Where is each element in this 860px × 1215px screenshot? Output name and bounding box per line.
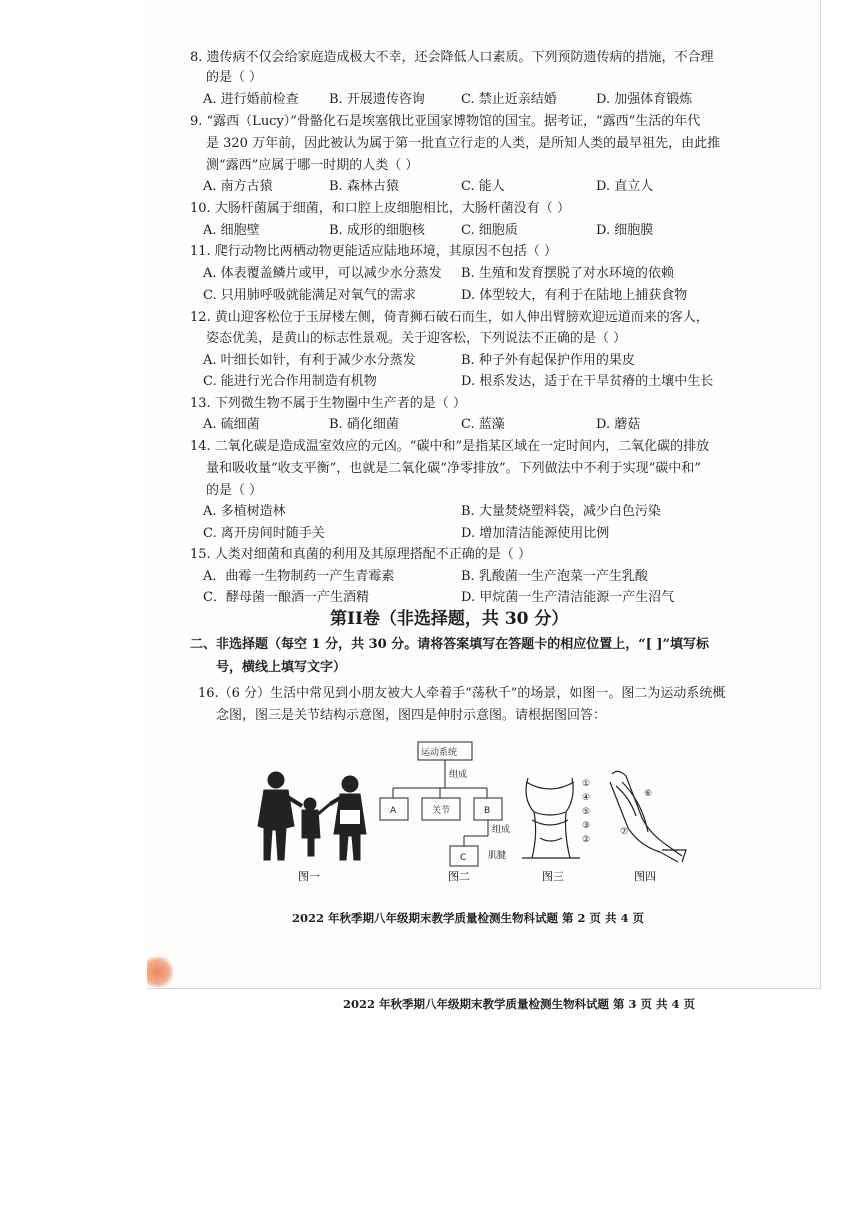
q15-option-a: A．曲霉一生物制药一产生青霉素 xyxy=(203,569,395,584)
q10-option-c: C. 细胞质 xyxy=(461,223,518,238)
q16-stem-line1: 16.（6 分）生活中常见到小朋友被大人牵着手“荡秋千”的场景，如图一。图二为运动系统概 xyxy=(198,686,726,701)
q13-option-a: A. 硫细菌 xyxy=(203,417,260,432)
q9-option-c: C. 能人 xyxy=(461,179,505,194)
fig4-caption: 图四 xyxy=(634,870,656,883)
q12-option-c: C. 能进行光合作用制造有机物 xyxy=(203,374,377,389)
fig4-elbow-diagram xyxy=(610,771,686,862)
q13-option-d: D. 蘑菇 xyxy=(596,417,641,432)
fig2-concept-map xyxy=(380,742,502,866)
q14-stem-line2: 量和吸收量“收支平衡”，也就是二氧化碳“净零排放”。下列做法中不利于实现“碳中和” xyxy=(206,461,701,476)
q8-stem-line2: 的是（ ） xyxy=(206,70,263,85)
fig3-caption: 图三 xyxy=(542,870,564,883)
q15-option-c: C．酵母菌一酿酒一产生酒精 xyxy=(203,590,369,605)
section2-instruction-line1: 二、非选择题（每空 1 分，共 30 分。请将答案填写在答题卡的相应位置上，“[ ]”填写标 xyxy=(190,637,710,652)
fig3-label-4: ④ xyxy=(582,793,591,803)
q10-option-a: A. 细胞壁 xyxy=(203,223,260,238)
q15-option-b: B. 乳酸菌一生产泡菜一产生乳酸 xyxy=(461,569,648,584)
q9-stem-line1: 9. “露西（Lucy）”骨骼化石是埃塞俄比亚国家博物馆的国宝。据考证，“露西”生活的年代 xyxy=(190,114,701,129)
q11-option-b: B. 生殖和发育摆脱了对水环境的依赖 xyxy=(461,266,674,281)
q13-stem: 13. 下列微生物不属于生物圈中生产者的是（ ） xyxy=(190,396,466,411)
q12-option-b: B. 种子外有起保护作用的果皮 xyxy=(461,353,635,368)
q12-option-a: A. 叶细长如针，有利于减少水分蒸发 xyxy=(203,353,416,368)
fig2-box-b-label: B xyxy=(484,806,491,816)
q10-option-b: B. 成形的细胞核 xyxy=(329,223,425,238)
q16-figures xyxy=(250,738,690,892)
fig1-caption: 图一 xyxy=(298,870,320,883)
q15-option-d: D. 甲烷菌一生产清洁能源一产生沼气 xyxy=(461,590,675,605)
q14-stem-line1: 14. 二氧化碳是造成温室效应的元凶。“碳中和”是指某区域在一定时间内，二氧化碳的排放 xyxy=(190,439,710,454)
footer-page3: 2022 年秋季期八年级期末教学质量检测生物科试题 第 3 页 共 4 页 xyxy=(343,997,696,1011)
q8-option-c: C. 禁止近亲结婚 xyxy=(461,92,557,107)
figures-svg xyxy=(250,738,690,888)
q8-option-b: B. 开展遗传咨询 xyxy=(329,92,425,107)
q9-stem-line2: 是 320 万年前，因此被认为属于第一批直立行走的人类，是所知人类的最早祖先，由此推 xyxy=(206,136,721,151)
q12-stem-line1: 12. 黄山迎客松位于玉屏楼左侧，倚青狮石破石而生，如人伸出臂膀欢迎远道而来的客人， xyxy=(190,310,709,325)
q12-stem-line2: 姿态优美，是黄山的标志性景观。关于迎客松，下列说法不正确的是（ ） xyxy=(206,331,627,346)
q11-option-c: C. 只用肺呼吸就能满足对氧气的需求 xyxy=(203,288,416,303)
q9-option-a: A. 南方古猿 xyxy=(203,179,273,194)
q14-stem-line3: 的是（ ） xyxy=(206,483,263,498)
fig2-top-box-label: 运动系统 xyxy=(421,748,458,758)
fig3-joint-diagram xyxy=(522,778,580,858)
fig4-label-7: ⑦ xyxy=(620,827,629,837)
fig3-label-5: ⑤ xyxy=(582,807,591,817)
section2-instruction-line2: 号，横线上填写文字） xyxy=(216,660,347,675)
q13-option-c: C. 蓝藻 xyxy=(461,417,505,432)
fig2-box-a-label: A xyxy=(390,806,397,816)
fig2-box-joint-label: 关节 xyxy=(432,806,451,816)
fig2-box-c-label: C xyxy=(460,853,467,863)
q14-option-d: D. 增加清洁能源使用比例 xyxy=(461,526,610,541)
q12-option-d: D. 根系发达，适于在干旱贫瘠的土壤中生长 xyxy=(461,374,714,389)
fig3-label-2: ② xyxy=(582,835,591,845)
fig1-people-illustration xyxy=(258,772,366,860)
fig3-label-3: ③ xyxy=(582,821,591,831)
q15-stem: 15. 人类对细菌和真菌的利用及其原理搭配不正确的是（ ） xyxy=(190,547,531,562)
orange-smudge xyxy=(147,957,173,987)
q10-stem: 10. 大肠杆菌属于细菌，和口腔上皮细胞相比，大肠杆菌没有（ ） xyxy=(190,201,570,216)
q10-option-d: D. 细胞膜 xyxy=(596,223,654,238)
q11-option-a: A. 体表覆盖鳞片或甲，可以减少水分蒸发 xyxy=(203,266,442,281)
q14-option-a: A. 多植树造林 xyxy=(203,504,286,519)
q13-option-b: B. 硝化细菌 xyxy=(329,417,399,432)
q8-option-d: D. 加强体育锻炼 xyxy=(596,92,693,107)
q9-option-b: B. 森林古猿 xyxy=(329,179,399,194)
fig4-label-6: ⑥ xyxy=(644,789,653,799)
q9-stem-line3: 测“露西”应属于哪一时期的人类（ ） xyxy=(206,158,419,173)
q16-stem-line2: 念图，图三是关节结构示意图，图四是伸肘示意图。请根据图回答： xyxy=(216,708,607,723)
fig2-tendon-label: 肌腱 xyxy=(488,851,507,861)
fig2-caption: 图二 xyxy=(448,870,470,883)
q8-option-a: A. 进行婚前检查 xyxy=(203,92,299,107)
q9-option-d: D. 直立人 xyxy=(596,179,654,194)
q14-option-c: C. 离开房间时随手关 xyxy=(203,526,325,541)
q8-stem-line1: 8. 遗传病不仅会给家庭造成极大不幸，还会降低人口素质。下列预防遗传病的措施，不合理 xyxy=(190,50,714,65)
q11-stem: 11. 爬行动物比两栖动物更能适应陆地环境，其原因不包括（ ） xyxy=(190,244,557,259)
q14-option-b: B. 大量焚烧塑料袋，减少白色污染 xyxy=(461,504,661,519)
part2-title: 第II卷（非选择题，共 30 分） xyxy=(330,609,569,629)
fig2-compose-label-1: 组成 xyxy=(449,770,468,780)
fig3-label-1: ① xyxy=(582,779,591,789)
footer-page2: 2022 年秋季期八年级期末教学质量检测生物科试题 第 2 页 共 4 页 xyxy=(292,911,645,925)
q11-option-d: D. 体型较大，有利于在陆地上捕获食物 xyxy=(461,288,688,303)
fig2-compose-label-2: 组成 xyxy=(492,825,511,835)
